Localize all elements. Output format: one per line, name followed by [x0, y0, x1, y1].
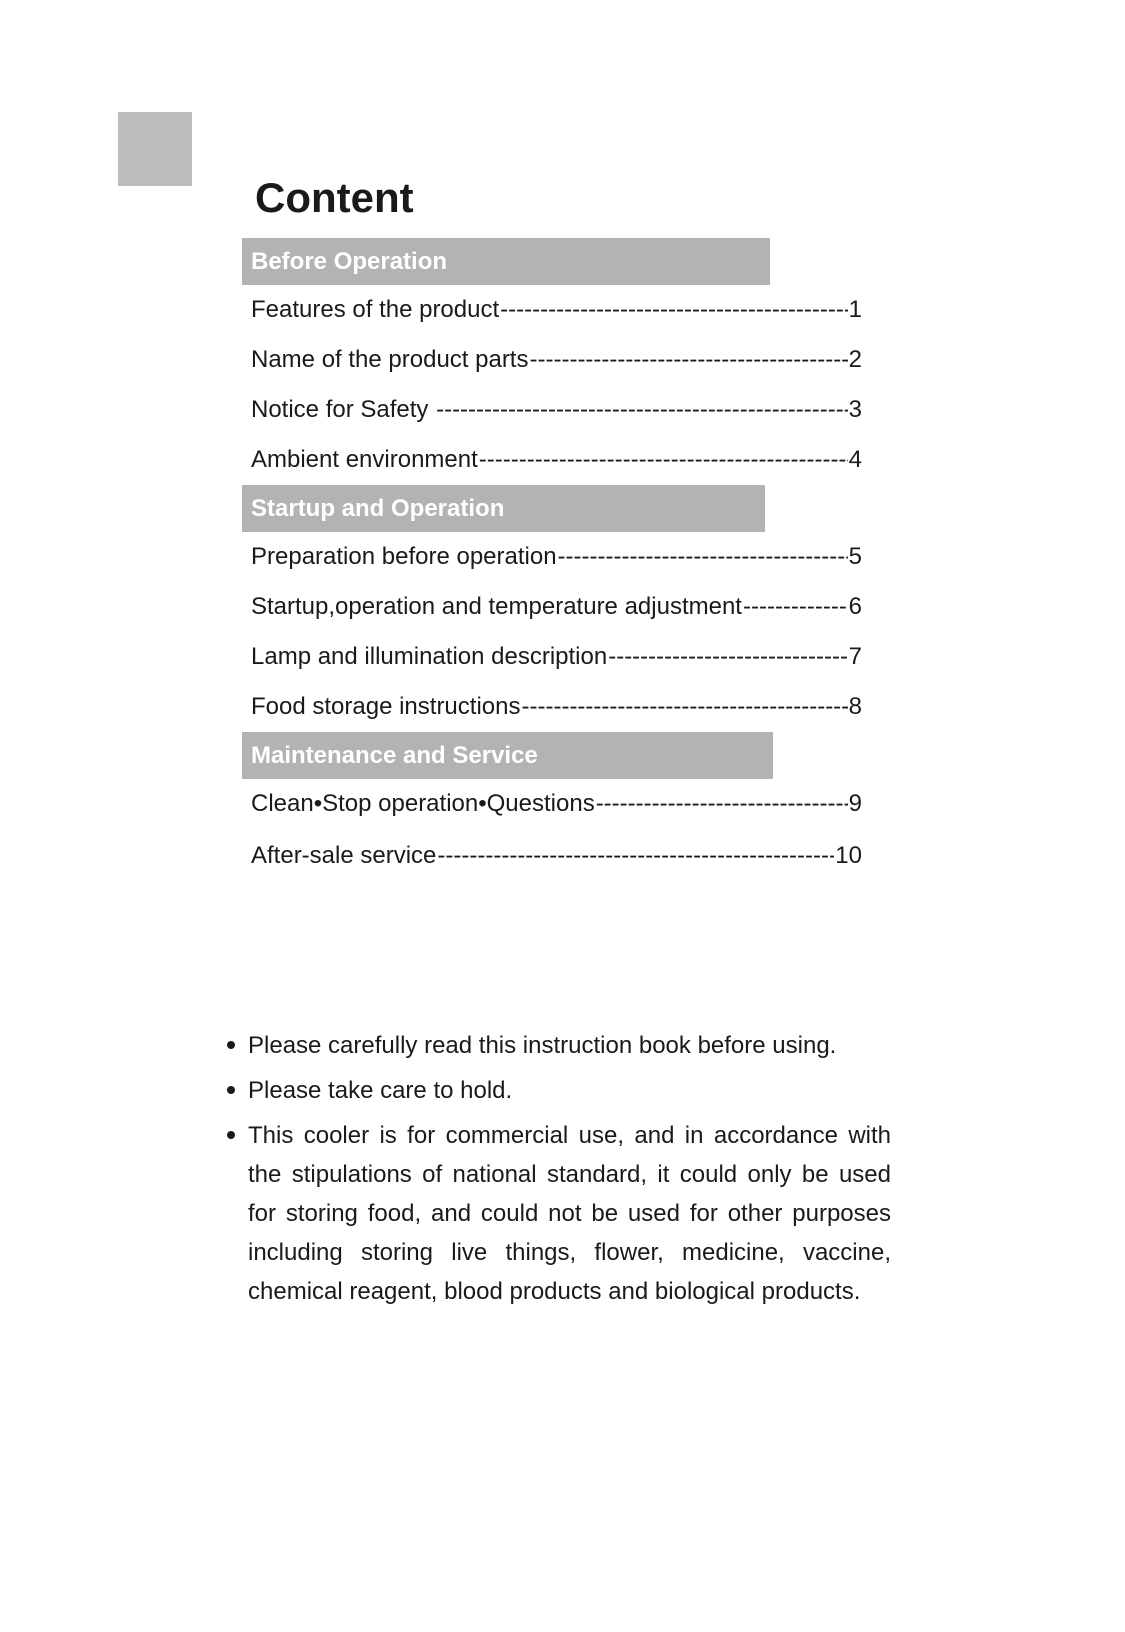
toc-page-number: 3: [848, 396, 862, 423]
toc-entry-ambient[interactable]: [242, 435, 862, 485]
toc-entry-after-sale[interactable]: [242, 829, 862, 882]
toc-entry-lamp[interactable]: [242, 632, 862, 682]
section-header-before-operation: Before Operation: [242, 238, 770, 285]
page-title: Content: [255, 174, 414, 221]
toc-leader: [529, 335, 847, 385]
toc-entry-clean-stop[interactable]: [242, 779, 862, 829]
toc-leader: [521, 682, 847, 732]
toc-entry-label: Name of the product parts: [251, 346, 529, 373]
toc-page-number: 8: [848, 693, 862, 720]
toc-leader: [743, 582, 848, 632]
toc-entry-food-storage[interactable]: [242, 682, 862, 732]
toc-entry-label: Notice for Safety: [251, 396, 436, 423]
toc-entry-label: Food storage instructions: [251, 693, 521, 720]
toc-page-number: 10: [835, 842, 862, 869]
notes-list: [226, 1026, 891, 1317]
toc-page-number: 7: [848, 643, 862, 670]
toc-entry-label: Clean•Stop operation•Questions: [251, 790, 595, 817]
toc-entry-label: Startup,operation and temperature adjustment: [251, 593, 742, 620]
toc-entry-startup[interactable]: [242, 582, 862, 632]
toc-entry-safety[interactable]: [242, 385, 862, 435]
toc-page-number: 9: [848, 790, 862, 817]
table-of-contents: [242, 238, 862, 882]
toc-leader: [558, 532, 848, 582]
toc-entry-label: Preparation before operation: [251, 543, 557, 570]
toc-leader: [608, 632, 847, 682]
toc-leader: [479, 435, 848, 485]
note-item: This cooler is for commercial use, and in accordance with the stipulations of national standard, it could only be used for storing food, and could not be used for other purposes including storing live things, flower, medicine, vaccine, chemical reagent, blood products and biological products.: [226, 1116, 891, 1311]
toc-leader: [500, 285, 847, 335]
toc-page-number: 2: [848, 346, 862, 373]
toc-page-number: 1: [848, 296, 862, 323]
toc-leader: [596, 779, 848, 829]
section-header-maintenance-service: Maintenance and Service: [242, 732, 773, 779]
toc-entry-label: Ambient environment: [251, 446, 478, 473]
toc-page-number: 4: [848, 446, 862, 473]
note-item: Please take care to hold.: [226, 1071, 891, 1110]
toc-page-number: 6: [848, 593, 862, 620]
section-header-startup-operation: Startup and Operation: [242, 485, 765, 532]
toc-leader: [436, 385, 848, 435]
toc-page-number: 5: [848, 543, 862, 570]
toc-entry-label: Lamp and illumination description: [251, 643, 608, 670]
corner-decoration: [118, 112, 192, 186]
toc-entry-preparation[interactable]: [242, 532, 862, 582]
toc-leader: [437, 829, 834, 882]
toc-entry-features[interactable]: [242, 285, 862, 335]
toc-entry-label: After-sale service: [251, 842, 437, 869]
toc-entry-label: Features of the product: [251, 296, 500, 323]
toc-entry-product-parts[interactable]: [242, 335, 862, 385]
note-item: Please carefully read this instruction book before using.: [226, 1026, 891, 1065]
